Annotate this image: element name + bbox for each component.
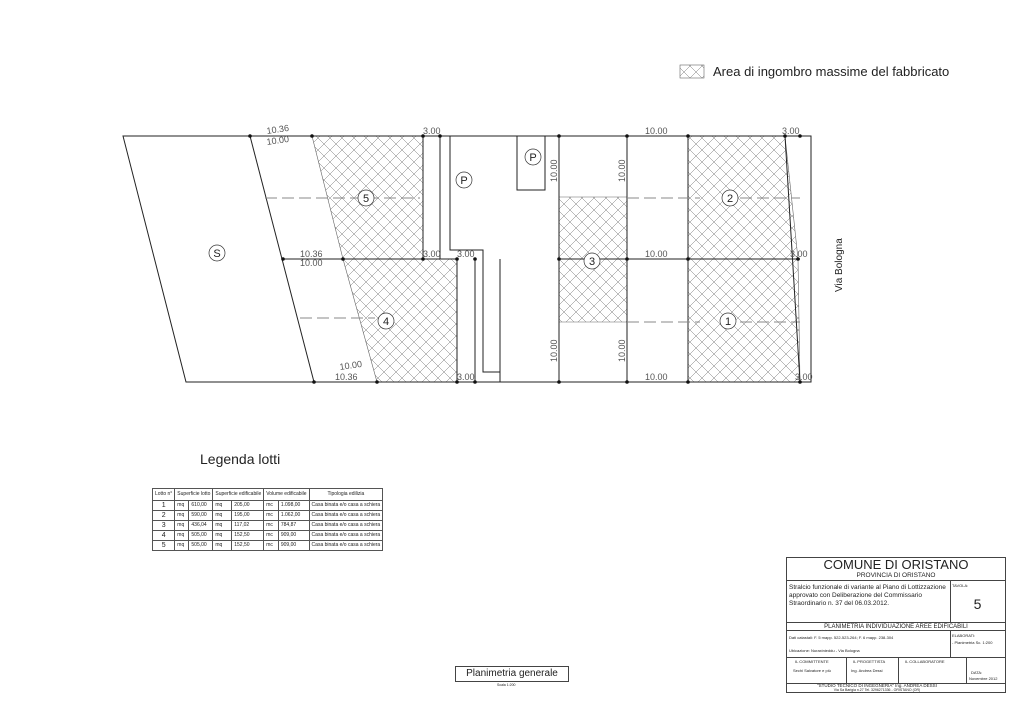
dim-label: 10.36 [335,372,358,382]
dim-label: 10.36 [300,249,323,259]
legend-hatch-swatch [680,65,704,78]
dim-label: 10.00 [265,133,290,147]
dim-label: 3.00 [790,249,808,259]
legend-hatch-label: Area di ingombro massime del fabbricato [713,64,950,79]
lot-4-label: 4 [382,316,390,328]
progettista-label: IL PROGETTISTA [853,659,886,664]
table-row: 3 mq 436,04 mq 117,02 mc 784,87 Casa binata e/o casa a schiera [153,521,383,531]
dim-label: 3.00 [457,249,475,259]
description: Stralcio funzionale di variante al Piano di Lottizzazione approvato con Deliberazione del Commissario Straordinario n. 37 del 06.03.2012. [789,584,946,607]
col-superficie: Superficie lotto [175,489,213,501]
col-superficie-edificabile: Superficie edificabile [213,489,264,501]
data-value: Novembre 2012 [969,676,998,681]
dim-label: 10.00 [617,339,627,362]
catasto: Dati catastali: F. 5 mapp. 522-523-264; F. 6 mapp. 238-304 [789,635,894,640]
plan-scale: Scala 1:200 [497,683,516,687]
lot-5-label: 5 [362,193,370,205]
lot-2-label: 2 [726,193,734,205]
studio-name: "STUDIO TECNICO DI INGEGNERIA" Ing. ANDREA DESSI [817,683,937,688]
lots-table [152,488,383,551]
comune-title: COMUNE DI ORISTANO [823,557,969,572]
col-volume: Volume edificabile [264,489,309,501]
progettista: Ing. Andrea Dessi [851,668,883,673]
dim-label: 10.00 [338,358,363,372]
table-row: 1 mq 610,00 mq 205,00 mc 1.098,00 Casa binata e/o casa a schiera [153,501,383,511]
road-label: Via Bologna [834,238,845,292]
table-header-row [153,489,383,501]
lot-3-label: 3 [588,256,596,268]
plan-title: Planimetria generale [455,666,569,682]
subject: PLANIMETRIA INDIVIDUAZIONE AREE EDIFICABILI [787,622,1005,631]
data-label: DATA: [971,670,983,675]
dim-label: 3.00 [423,249,441,259]
dim-label: 3.00 [795,372,813,382]
col-tipologia: Tipologia edilizia [309,489,383,501]
dim-label: 10.00 [645,126,668,136]
dim-label: 10.00 [300,258,323,268]
area-lot-1 [688,259,800,382]
dim-label: 3.00 [782,126,800,136]
dim-label: 10.36 [265,122,290,136]
dim-label: 3.00 [457,372,475,382]
col-lotto: Lotto n° [153,489,175,501]
table-row: 5 mq 505,00 mq 152,50 mc 909,00 Casa binata e/o casa a schiera [153,541,383,551]
dim-label: 10.00 [617,159,627,182]
lot-markers [209,149,738,329]
title-block [786,557,1006,693]
dim-label: 3.00 [423,126,441,136]
studio-address: Via Sa Barigia n.27 Tel. 3296271336 - ORISTANO (OR) [833,688,921,692]
elaborato: - Planimetria Sc. 1:200 [952,640,993,645]
elaborati-label: ELABORATI: [952,633,976,638]
table-row: 4 mq 505,00 mq 152,50 mc 909,00 Casa binata e/o casa a schiera [153,531,383,541]
legend-title: Legenda lotti [200,451,281,467]
provincia: PROVINCIA DI ORISTANO [787,572,1005,581]
dim-label: 10.00 [549,339,559,362]
parking-label: P [529,152,537,164]
committente-label: IL COMMITTENTE [795,659,829,664]
dim-label: 10.00 [549,159,559,182]
lot-1-label: 1 [724,316,732,328]
collaboratore-label: IL COLLABORATORE [905,659,945,664]
dim-label: 10.00 [645,249,668,259]
parking-label: P [460,175,468,187]
table-row: 2 mq 590,00 mq 195,00 mc 1.062,00 Casa binata e/o casa a schiera [153,511,383,521]
dim-label: 10.00 [645,372,668,382]
lot-s-label: S [213,248,221,260]
tavola-label: TAVOLA: [952,583,969,588]
committente: Sechi Salvatore e più [793,668,831,673]
ubicazione: Ubicazione: Nuraxinieddu - Via Bologna [789,648,860,653]
tavola-number: 5 [973,596,982,612]
